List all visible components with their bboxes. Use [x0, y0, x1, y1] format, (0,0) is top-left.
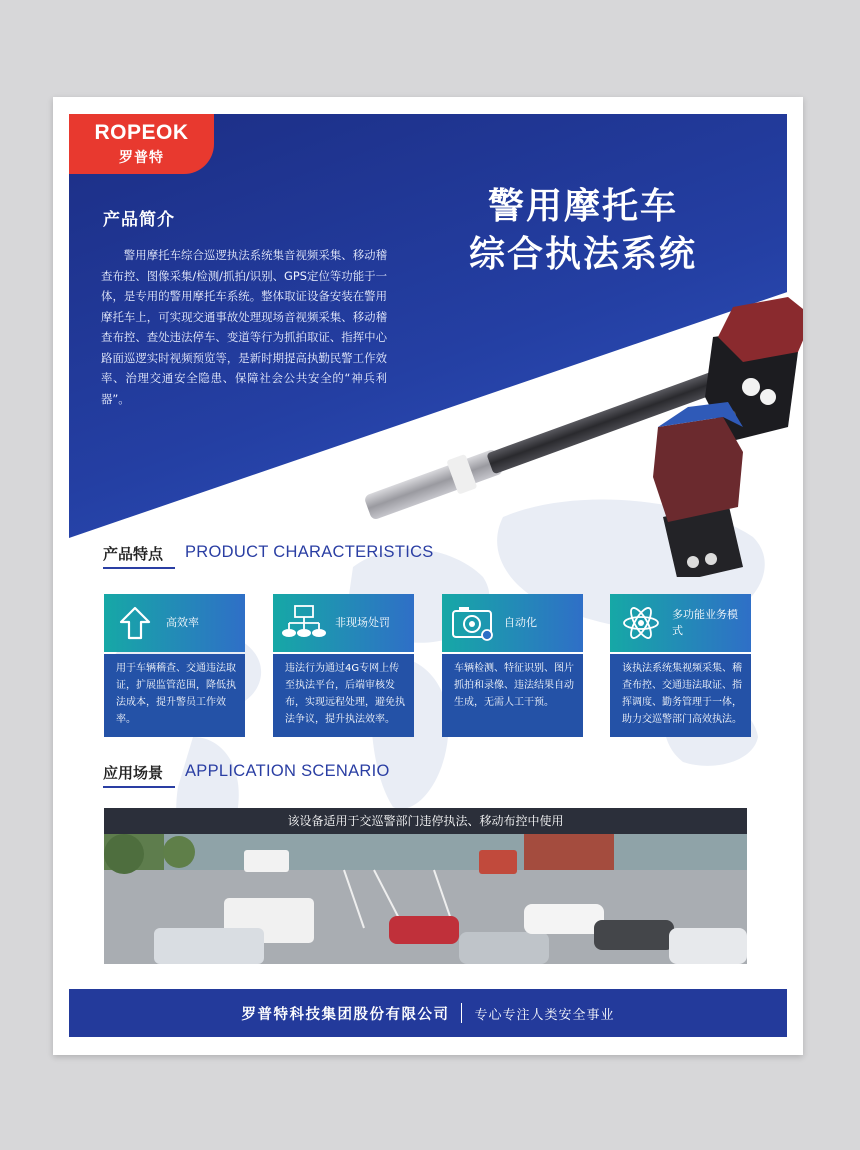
brand-name-cn: 罗普特 [119, 150, 164, 166]
feature-desc: 车辆检测、特征识别、图片抓拍和录像、违法结果自动生成，无需人工干预。 [442, 654, 583, 737]
feature-card-header [104, 594, 245, 652]
footer-bar [69, 989, 787, 1037]
product-image [333, 277, 803, 577]
feature-card-header [610, 594, 751, 652]
characteristics-heading-en: PRODUCT CHARACTERISTICS [185, 543, 434, 561]
feature-name: 非现场处罚 [335, 616, 390, 629]
application-heading-en: APPLICATION SCENARIO [185, 762, 390, 780]
feature-name: 多功能业务模式 [672, 608, 738, 637]
arrow-up-icon [104, 606, 166, 640]
characteristics-heading-cn: 产品特点 [103, 545, 164, 563]
network-icon [273, 605, 335, 641]
title-line-1: 警用摩托车 [487, 186, 678, 227]
feature-card-header [273, 594, 414, 652]
brand-logo [69, 114, 214, 174]
atom-icon [610, 604, 672, 642]
feature-card [442, 594, 583, 737]
footer-divider [461, 1003, 462, 1023]
feature-card-header [442, 594, 583, 652]
heading-underline [103, 567, 175, 569]
camera-gear-icon [442, 605, 504, 641]
feature-desc: 违法行为通过4G专网上传至执法平台，后端审核发布，实现远程处理，避免执法争议，提升执法效率。 [273, 654, 414, 737]
intro-heading: 产品简介 [103, 210, 175, 230]
brand-name-en: ROPEOK [94, 121, 189, 144]
feature-desc: 该执法系统集视频采集、稽查布控、交通违法取证、指挥调度、勤务管理于一体，助力交巡警部门高效执法。 [610, 654, 751, 737]
feature-card [610, 594, 751, 737]
feature-card [104, 594, 245, 737]
title-line-2: 综合执法系统 [468, 234, 697, 275]
company-slogan: 专心专注人类安全事业 [474, 1007, 615, 1023]
intro-body: 警用摩托车综合巡逻执法系统集音视频采集、移动稽查布控、图像采集/检测/抓拍/识别、GPS定位等功能于一体，是专用的警用摩托车系统。整体取证设备安装在警用摩托车上，可实现交通事故处理现场音视频采集、移动稽查布控、查处违法停车、变道等行为抓拍取证、指挥中心路面巡逻实时视频预览等，是新时期提高执勤民警工作效率、治理交通安全隐患、保障社会公共安全的“神兵利器”。 [101, 248, 387, 406]
heading-underline [103, 786, 175, 788]
application-heading-cn: 应用场景 [103, 764, 164, 782]
feature-card [273, 594, 414, 737]
scenario-photo [104, 808, 747, 964]
scenario-caption: 该设备适用于交巡警部门违停执法、移动布控中使用 [104, 808, 747, 834]
feature-name: 高效率 [166, 616, 199, 629]
company-name: 罗普特科技集团股份有限公司 [241, 1006, 450, 1023]
feature-desc: 用于车辆稽查、交通违法取证，扩展监管范围，降低执法成本，提升警员工作效率。 [104, 654, 245, 737]
flyer [53, 97, 803, 1055]
page-title [413, 183, 753, 279]
feature-name: 自动化 [504, 616, 537, 629]
